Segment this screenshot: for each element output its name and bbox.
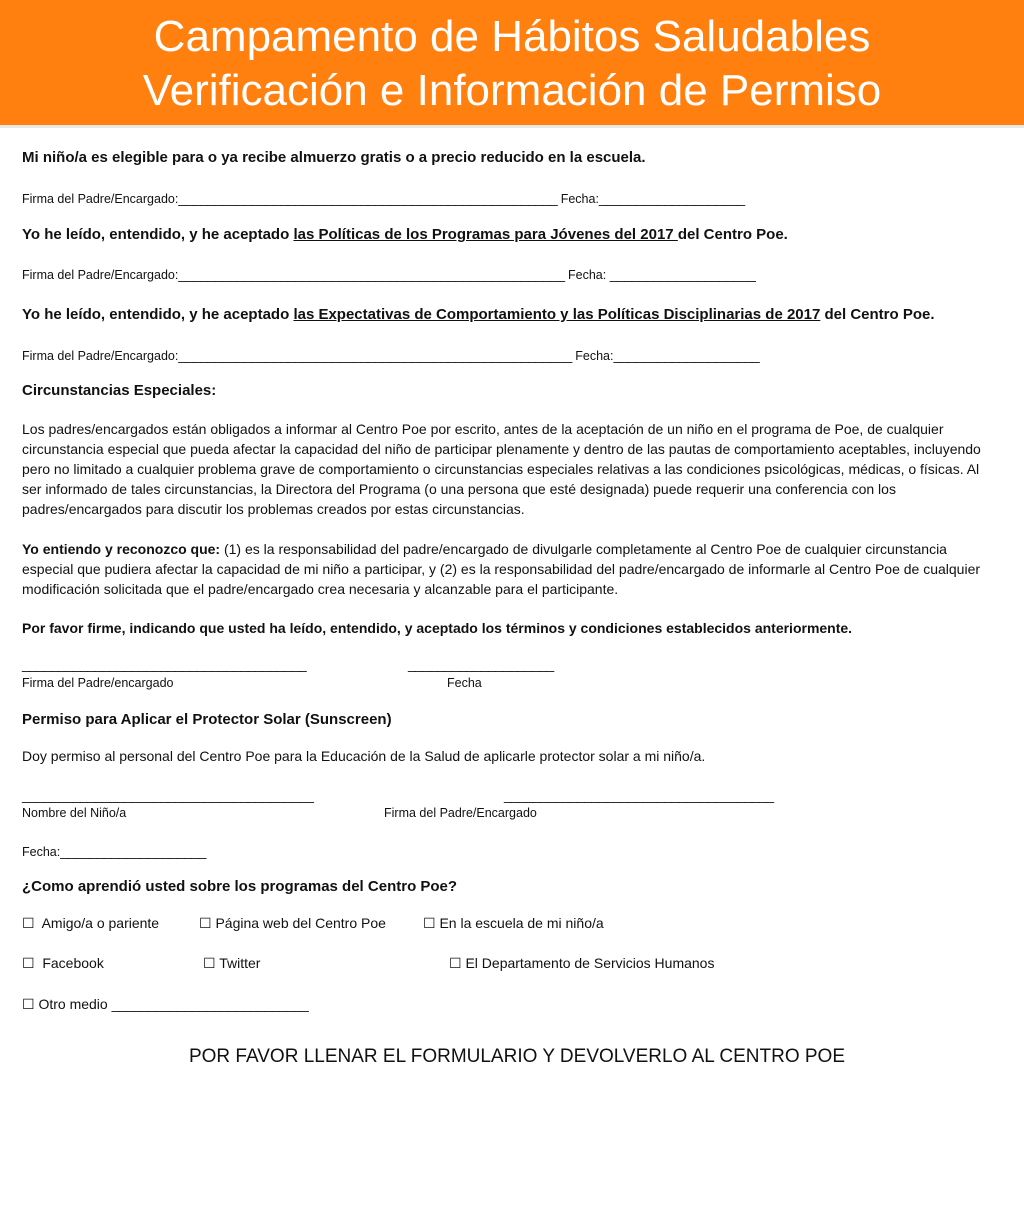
acknowledgement-paragraph (22, 539, 1002, 599)
date-line[interactable]: ____________________ (609, 266, 756, 282)
option-label: Facebook (42, 955, 104, 971)
option-label: Otro medio (38, 996, 108, 1012)
signature-line[interactable]: ______________________________________________________ (178, 347, 572, 363)
acknowledgement-text: (1) es la responsabilidad del padre/encargado de divulgarle completamente al Centro Poe de cualquier circunstancia especial que pudiera afectar la capacidad de mi niño a participar, y (2) es la responsabilidad del padre/encargado de informarle al Centro Poe de cualquier modificación solicitada que el padre/encargado crea necesaria y alcanzable para el participante. (22, 541, 981, 597)
behavior-signature-row (22, 347, 759, 363)
parent-signature-label: Firma del Padre/encargado (22, 676, 174, 690)
page-title: Campamento de Hábitos Saludables (153, 12, 871, 61)
option-label: Página web del Centro Poe (215, 915, 386, 931)
policies-link: las Políticas de los Programas para Jóvenes del 2017 (293, 226, 678, 243)
date-label: Fecha (447, 676, 482, 690)
acknowledgement-bold: Yo entiendo y reconozco que: (22, 541, 221, 557)
date-label: Fecha: (571, 349, 614, 363)
signature-line[interactable]: ____________________________________________________ (178, 190, 558, 206)
parent-signature-line[interactable]: _______________________________________ (22, 656, 307, 672)
checkbox-icon[interactable]: ☐ (22, 955, 35, 971)
option-other[interactable] (22, 996, 308, 1013)
policies-signature-row (22, 266, 755, 282)
date-label: Fecha: (22, 845, 61, 859)
date-line[interactable]: ____________________ (60, 843, 206, 859)
checkbox-icon[interactable]: ☐ (22, 996, 35, 1012)
checkbox-icon[interactable]: ☐ (423, 915, 436, 931)
parent-signature-label: Firma del Padre/Encargado (384, 806, 537, 820)
behavior-suffix: del Centro Poe. (820, 306, 935, 323)
signature-label: Firma del Padre/Encargado: (22, 349, 179, 363)
option-facebook[interactable] (22, 955, 104, 972)
policies-suffix: del Centro Poe. (677, 226, 788, 243)
behavior-prefix: Yo he leído, entendido, y he aceptado (22, 306, 294, 323)
behavior-link: las Expectativas de Comportamiento y las Políticas Disciplinarias de 2017 (293, 306, 821, 323)
date-label: Fecha: (557, 192, 599, 206)
child-name-line[interactable]: ________________________________________ (22, 787, 314, 803)
return-instruction: POR FAVOR LLENAR EL FORMULARIO Y DEVOLVERLO AL CENTRO POE (188, 1046, 846, 1067)
option-website[interactable] (199, 915, 386, 932)
checkbox-icon[interactable]: ☐ (203, 955, 216, 971)
option-label: Twitter (219, 955, 261, 971)
date-line[interactable]: ____________________ (613, 347, 760, 363)
option-human-services[interactable] (449, 955, 714, 972)
page-subtitle: Verificación e Información de Permiso (142, 66, 882, 115)
policies-prefix: Yo he leído, entendido, y he aceptado (22, 226, 294, 243)
date-label: Fecha: (564, 268, 610, 282)
signature-label: Firma del Padre/Encargado: (22, 192, 179, 206)
option-twitter[interactable] (203, 955, 260, 972)
checkbox-icon[interactable]: ☐ (22, 915, 35, 931)
special-heading: Circunstancias Especiales: (22, 382, 217, 399)
checkbox-icon[interactable]: ☐ (199, 915, 212, 931)
option-friend[interactable] (22, 915, 159, 932)
parent-signature-line[interactable]: _____________________________________ (504, 787, 774, 803)
please-sign-instruction: Por favor firme, indicando que usted ha leído, entendido, y aceptado los términos y condiciones establecidos anteriormente. (22, 620, 853, 636)
checkbox-icon[interactable]: ☐ (449, 955, 462, 971)
header-banner (0, 0, 1024, 128)
special-paragraph: Los padres/encargados están obligados a informar al Centro Poe por escrito, antes de la aceptación de un niño en el programa de Poe, de cualquier circunstancia especial que pueda afectar la capacidad del niño de participar plenamente y dentro de las pautas de comportamiento aceptables, incluyendo pero no limitado a cualquier problema grave de comportamiento o circunstancias especiales relativas a las condiciones psicológicas, médicas, o físicas. Al ser informado de tales circunstancias, la Directora del Programa (o una persona que esté designada) puede requerir una conferencia con los padres/encargados para discutir los problemas creados por estas circunstancias. (22, 421, 981, 517)
lunch-statement: Mi niño/a es elegible para o ya recibe almuerzo gratis o a precio reducido en la escuela. (22, 149, 646, 166)
option-label: En la escuela de mi niño/a (439, 915, 604, 931)
sunscreen-text: Doy permiso al personal del Centro Poe para la Educación de la Salud de aplicarle protector solar a mi niño/a. (22, 748, 706, 764)
survey-heading: ¿Como aprendió usted sobre los programas del Centro Poe? (22, 878, 458, 895)
policies-statement (22, 226, 788, 243)
behavior-statement (22, 306, 935, 323)
other-line[interactable]: ___________________________ (111, 996, 309, 1012)
child-name-label: Nombre del Niño/a (22, 806, 127, 820)
lunch-signature-row (22, 190, 745, 206)
option-label: El Departamento de Servicios Humanos (465, 955, 715, 971)
sunscreen-heading: Permiso para Aplicar el Protector Solar (Sunscreen) (22, 711, 392, 728)
sunscreen-date-row (22, 843, 206, 859)
option-school[interactable] (423, 915, 604, 932)
signature-label: Firma del Padre/Encargado: (22, 268, 179, 282)
date-line[interactable]: ____________________ (408, 656, 554, 672)
signature-line[interactable]: _____________________________________________________ (178, 266, 565, 282)
date-line[interactable]: ____________________ (598, 190, 745, 206)
option-label: Amigo/a o pariente (41, 915, 160, 931)
